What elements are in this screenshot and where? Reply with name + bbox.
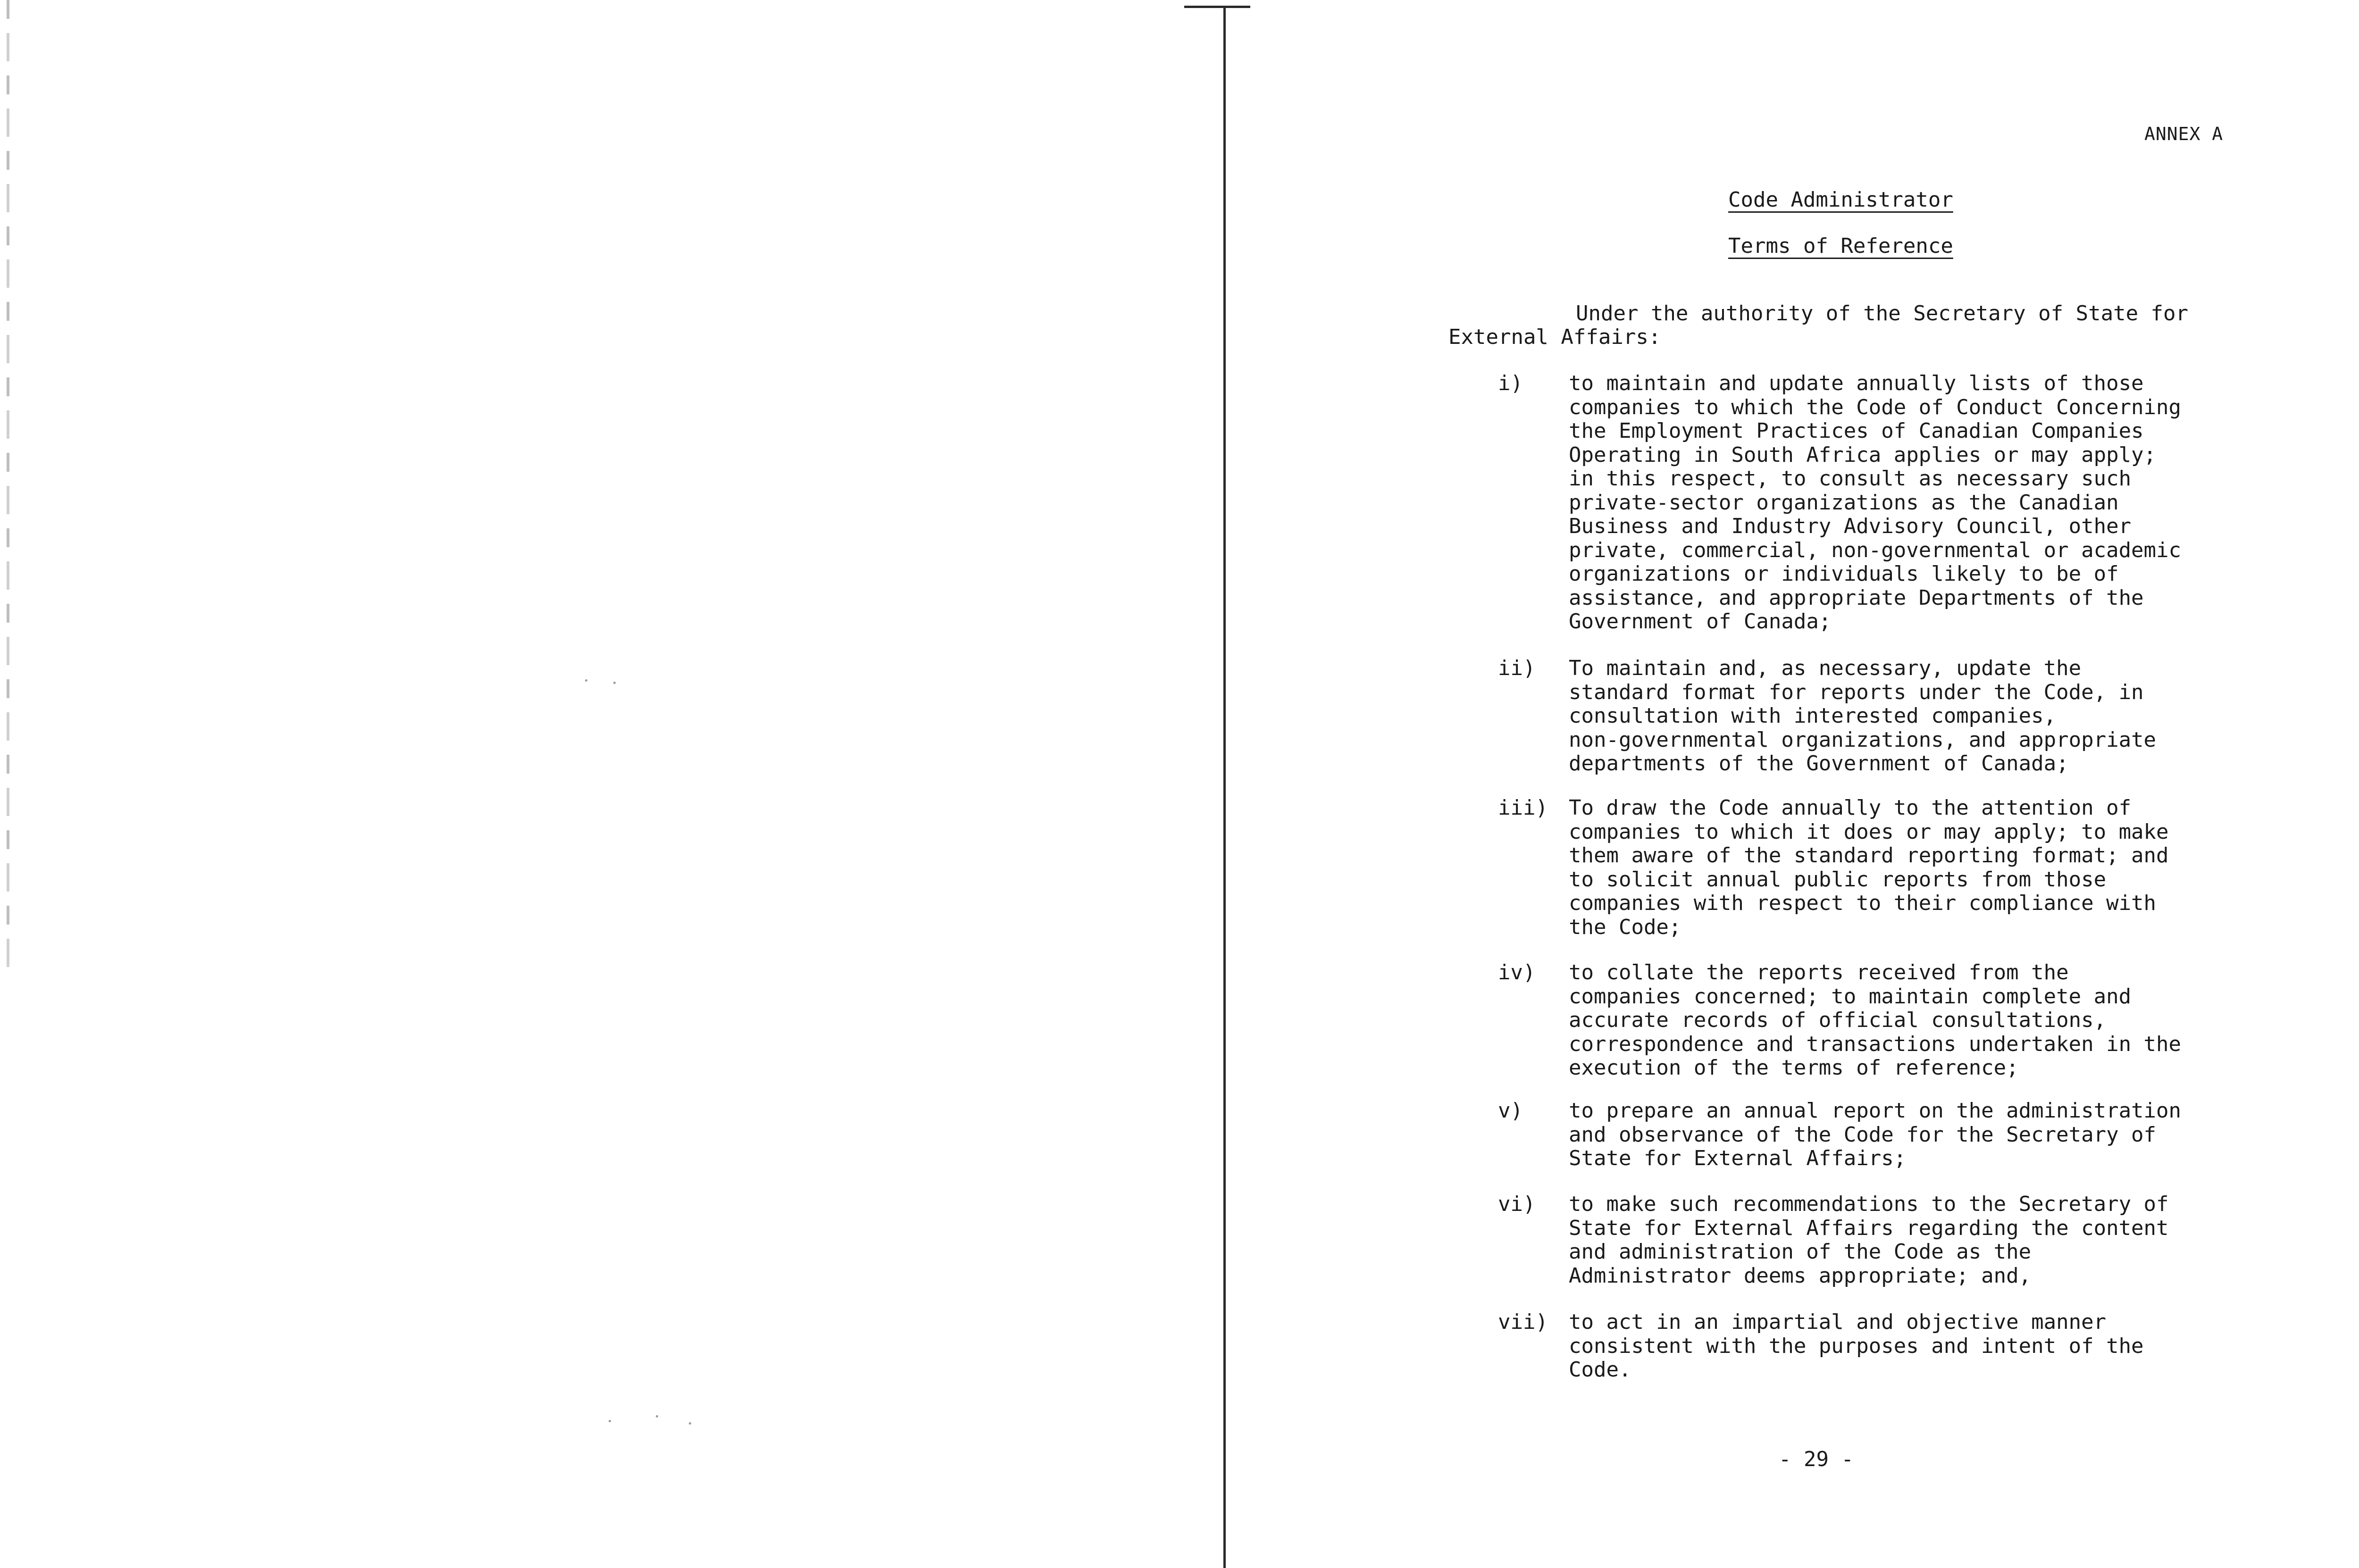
- item-number: vii): [1498, 1310, 1548, 1334]
- document-subtitle: Terms of Reference: [1728, 234, 1953, 258]
- scan-speck: [585, 679, 587, 682]
- scan-speck: [609, 1420, 611, 1422]
- scan-speck: [689, 1422, 691, 1425]
- item-number: iii): [1498, 796, 1548, 820]
- scan-speck: [613, 682, 616, 684]
- item-number: vi): [1498, 1192, 1536, 1216]
- intro-line: External Affairs:: [1448, 325, 1661, 349]
- list-item: [1498, 1193, 2276, 1288]
- page-spine: [1223, 7, 1226, 1568]
- intro-paragraph: [1448, 302, 2274, 349]
- list-item: [1498, 1099, 2276, 1171]
- item-text: to collate the reports received from the companies concerned; to maintain complete and accurate records of official consultations, correspondence and transactions undertaken in the execution of the terms of reference;: [1569, 960, 2182, 1080]
- scan-edge-marks: [7, 0, 9, 972]
- page-number: - 29 -: [1779, 1447, 1854, 1471]
- item-number: i): [1498, 371, 1523, 395]
- item-text: to make such recommendations to the Secretary of State for External Affairs regarding the content and administration of the Code as the Administrator deems appropriate; and,: [1569, 1192, 2169, 1288]
- document-title: Code Administrator: [1728, 188, 1953, 212]
- annex-label: ANNEX A: [2144, 124, 2224, 144]
- item-text: to prepare an annual report on the administration and observance of the Code for the Secretary of State for External Affairs;: [1569, 1099, 2182, 1170]
- item-text: to act in an impartial and objective manner consistent with the purposes and intent of the Code.: [1569, 1310, 2144, 1382]
- item-number: v): [1498, 1099, 1523, 1123]
- list-item: [1498, 657, 2276, 776]
- item-text: to maintain and update annually lists of those companies to which the Code of Conduct Concerning the Employment Practices of Canadian Companies Operating in South Africa applies or may apply; in this respect, to consult as necessary such private-sector organizations as the Canadian Business and Industry Advisory Council, other private, commercial, non-governmental or academic organizations or individuals likely to be of assistance, and appropriate Departments of the Government of Canada;: [1569, 371, 2182, 634]
- intro-line: Under the authority of the Secretary of State for: [1576, 301, 2189, 325]
- item-text: To maintain and, as necessary, update the standard format for reports under the Code, in consultation with interested companies, non-governmental organizations, and appropriate departments of the Government of Canada;: [1569, 656, 2157, 776]
- scan-speck: [656, 1415, 658, 1418]
- list-item: [1498, 372, 2276, 634]
- text-page: [1227, 0, 2359, 1568]
- list-item: [1498, 1310, 2276, 1382]
- item-number: ii): [1498, 656, 1536, 680]
- item-text: To draw the Code annually to the attention of companies to which it does or may apply; to make them aware of the standard reporting format; and to solicit annual public reports from those companies with respect to their compliance with the Code;: [1569, 796, 2169, 939]
- item-number: iv): [1498, 960, 1536, 984]
- list-item: [1498, 961, 2276, 1080]
- list-item: [1498, 796, 2276, 939]
